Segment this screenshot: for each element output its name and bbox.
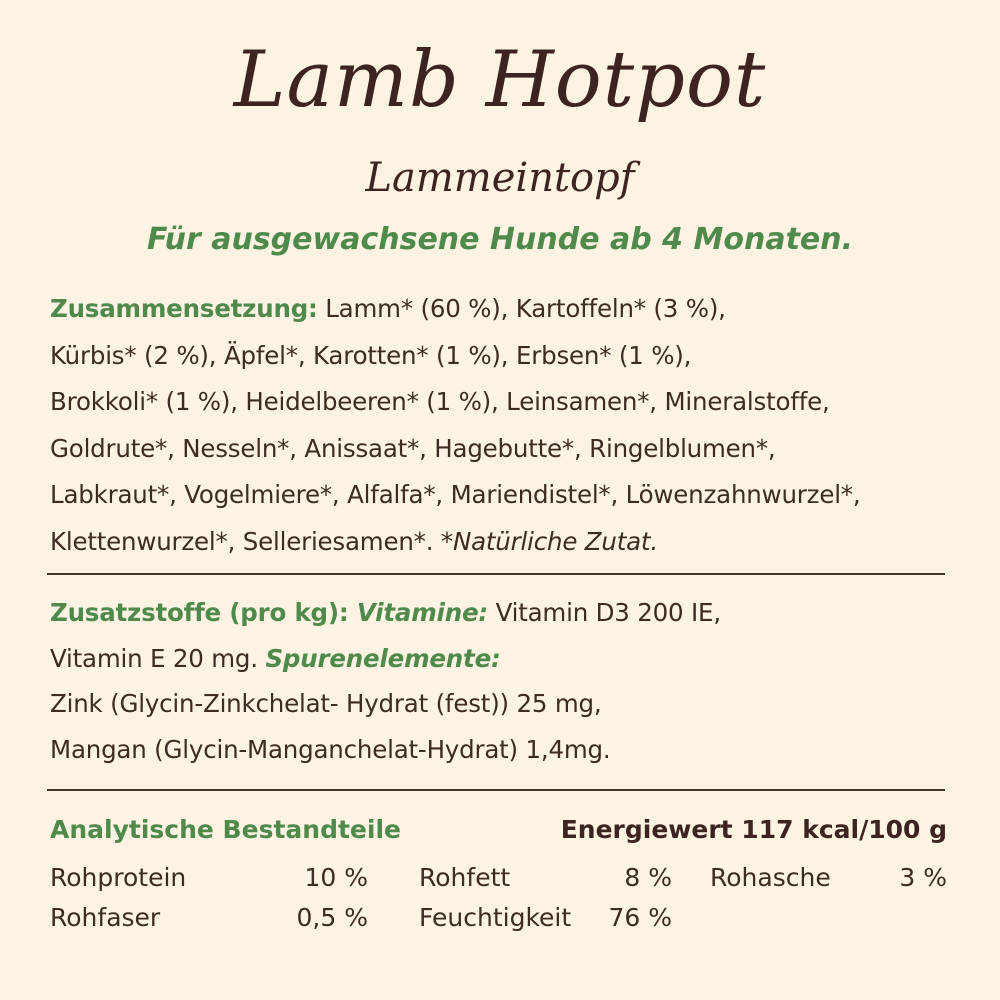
composition-line-3: Brokkoli* (1 %), Heidelbeeren* (1 %), Leinsamen*, Mineralstoffe, <box>50 387 830 416</box>
analysis-value-ash: 3 % <box>899 863 947 892</box>
analysis-value-moisture: 76 % <box>608 903 672 932</box>
natural-ingredient-footnote: *Natürliche Zutat. <box>440 526 658 556</box>
product-subtitle: Lammeintopf <box>365 155 635 201</box>
analysis-label-protein: Rohprotein <box>50 863 187 892</box>
composition-section <box>50 286 950 565</box>
composition-label: Zusammensetzung: <box>50 294 318 323</box>
composition-line-2: Kürbis* (2 %), Äpfel*, Karotten* (1 %), Erbsen* (1 %), <box>50 340 692 370</box>
analysis-value-fat: 8 % <box>624 863 672 892</box>
composition-line-6 <box>50 519 950 566</box>
vitamins-text-1: Vitamin D3 200 IE, <box>488 598 721 627</box>
product-title: Lamb Hotpot <box>233 35 767 125</box>
zinc-line: Zink (Glycin-Zinkchelat- Hydrat (fest)) 25 mg, <box>50 689 602 718</box>
section-divider <box>47 789 945 791</box>
composition-line-5: Labkraut*, Vogelmiere*, Alfalfa*, Mariendistel*, Löwenzahnwurzel*, <box>50 480 861 509</box>
composition-line-4: Goldrute*, Nesseln*, Anissaat*, Hagebutte*, Ringelblumen*, <box>50 433 776 463</box>
vitamins-label: Vitamine: <box>348 598 488 627</box>
trace-elements-label: Spurenelemente: <box>265 643 501 673</box>
section-divider <box>47 573 945 575</box>
additives-line-2 <box>50 636 950 682</box>
manganese-line: Mangan (Glycin-Manganchelat-Hydrat) 1,4mg. <box>50 734 611 764</box>
energy-value: Energiewert 117 kcal/100 g <box>560 815 947 844</box>
analysis-heading: Analytische Bestandteile <box>50 815 401 844</box>
composition-text-1: Lamm* (60 %), Kartoffeln* (3 %), <box>317 294 726 323</box>
additives-section <box>50 590 950 772</box>
additives-label: Zusatzstoffe (pro kg): <box>50 598 349 627</box>
analysis-label-fat: Rohfett <box>419 863 511 892</box>
analysis-label-fiber: Rohfaser <box>50 903 161 932</box>
analysis-label-ash: Rohasche <box>710 863 831 892</box>
analysis-label-moisture: Feuchtigkeit <box>419 903 572 932</box>
additives-line-1 <box>50 590 950 636</box>
vitamins-text-2: Vitamin E 20 mg. <box>50 643 266 673</box>
analysis-value-protein: 10 % <box>304 863 368 892</box>
target-audience-tagline: Für ausgewachsene Hunde ab 4 Monaten. <box>146 222 854 257</box>
composition-line-1 <box>50 286 950 333</box>
analysis-value-fiber: 0,5 % <box>296 903 368 932</box>
composition-text-6: Klettenwurzel*, Selleriesamen*. <box>50 526 441 556</box>
